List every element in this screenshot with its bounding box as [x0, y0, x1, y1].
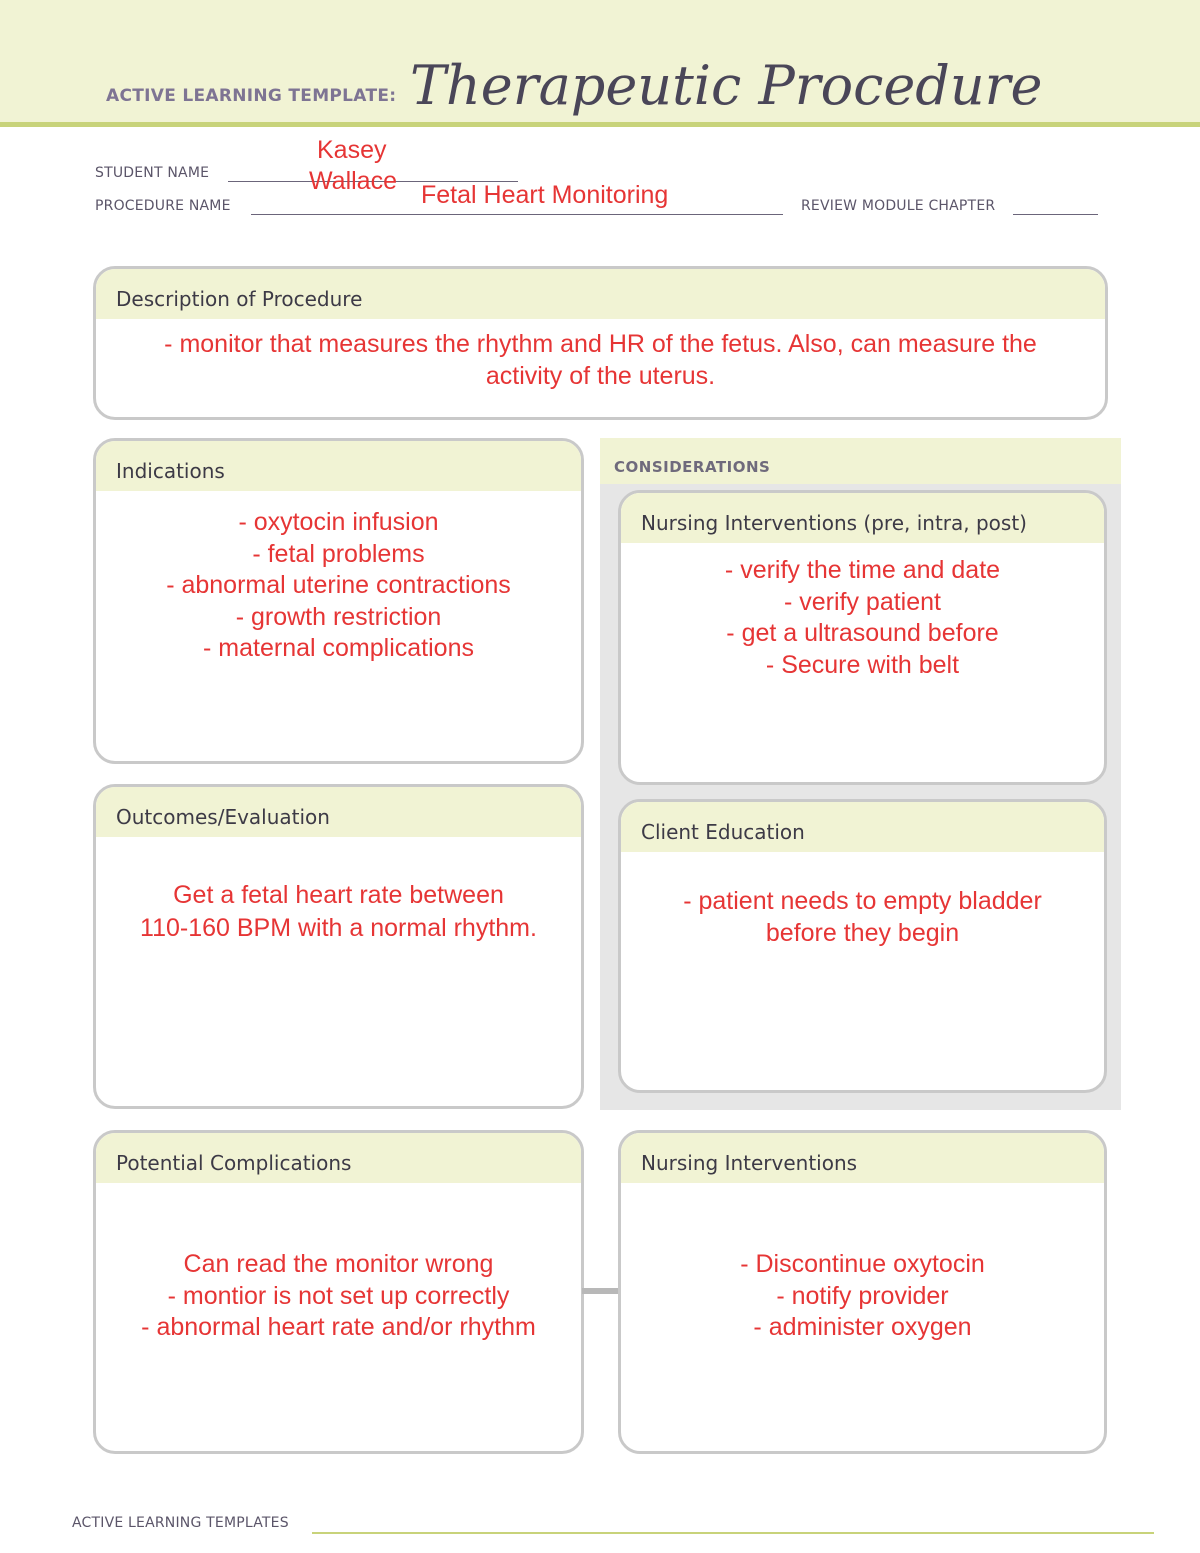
- client-education-title: Client Education: [621, 802, 1104, 852]
- intervention-item: - notify provider: [776, 1281, 949, 1310]
- client-education-box: [618, 799, 1107, 1093]
- client-education-line: - patient needs to empty bladder: [683, 887, 1042, 915]
- page-title: Therapeutic Procedure: [410, 54, 1043, 117]
- outcome-line: 110-160 BPM with a normal rhythm.: [140, 914, 537, 942]
- template-label: ACTIVE LEARNING TEMPLATE:: [106, 86, 397, 106]
- nursing-interventions-pre-body[interactable]: [621, 543, 1104, 681]
- outcomes-title: Outcomes/Evaluation: [96, 787, 581, 837]
- indication-item: - growth restriction: [235, 602, 442, 631]
- complication-item: Can read the monitor wrong: [183, 1250, 494, 1278]
- box-connector: [582, 1288, 620, 1294]
- client-education-line: before they begin: [765, 918, 960, 947]
- indication-item: - maternal complications: [203, 634, 474, 662]
- nursing-interventions-body[interactable]: [621, 1183, 1104, 1344]
- nursing-intervention-item: - Secure with belt: [765, 650, 960, 679]
- description-title: Description of Procedure: [96, 269, 1105, 319]
- outcome-line: Get a fetal heart rate between: [173, 881, 504, 909]
- client-education-body[interactable]: [621, 852, 1104, 949]
- complication-item: - abnormal heart rate and/or rhythm: [141, 1313, 536, 1341]
- student-name-label: STUDENT NAME: [95, 165, 210, 181]
- header-divider: [0, 122, 1200, 127]
- description-box: [93, 266, 1108, 420]
- indication-item: - abnormal uterine contractions: [166, 571, 511, 599]
- review-module-line[interactable]: [1013, 214, 1098, 215]
- indications-title: Indications: [96, 441, 581, 491]
- procedure-name-line: [251, 214, 783, 215]
- indications-body[interactable]: [96, 491, 581, 665]
- outcomes-box: [93, 784, 584, 1109]
- indication-item: - oxytocin infusion: [238, 508, 439, 536]
- complications-title: Potential Complications: [96, 1133, 581, 1183]
- considerations-title: CONSIDERATIONS: [614, 458, 771, 476]
- nursing-intervention-item: - get a ultrasound before: [726, 619, 999, 647]
- nursing-interventions-box: [618, 1130, 1107, 1454]
- indications-box: [93, 438, 584, 764]
- review-module-label: REVIEW MODULE CHAPTER: [801, 198, 996, 214]
- nursing-intervention-item: - verify patient: [783, 587, 941, 616]
- nursing-interventions-title: Nursing Interventions: [621, 1133, 1104, 1183]
- nursing-interventions-pre-box: [618, 490, 1107, 785]
- complication-item: - montior is not set up correctly: [167, 1281, 510, 1310]
- procedure-name-label: PROCEDURE NAME: [95, 198, 231, 214]
- description-line: activity of the uterus.: [485, 361, 716, 390]
- student-name-first[interactable]: Kasey: [317, 136, 387, 164]
- nursing-interventions-pre-title: Nursing Interventions (pre, intra, post): [621, 493, 1104, 543]
- footer-label: ACTIVE LEARNING TEMPLATES: [72, 1515, 289, 1531]
- description-line: - monitor that measures the rhythm and HR of the fetus. Also, can measure the: [164, 330, 1037, 358]
- complications-body[interactable]: [96, 1183, 581, 1344]
- description-body[interactable]: [96, 319, 1105, 392]
- outcomes-body[interactable]: [96, 837, 581, 945]
- intervention-item: - Discontinue oxytocin: [740, 1250, 985, 1278]
- procedure-name-value[interactable]: Fetal Heart Monitoring: [421, 181, 669, 209]
- intervention-item: - administer oxygen: [753, 1313, 972, 1341]
- complications-box: [93, 1130, 584, 1454]
- nursing-intervention-item: - verify the time and date: [724, 556, 1001, 584]
- student-name-last[interactable]: Wallace: [309, 167, 397, 195]
- indication-item: - fetal problems: [252, 539, 425, 568]
- footer-divider: [312, 1532, 1154, 1534]
